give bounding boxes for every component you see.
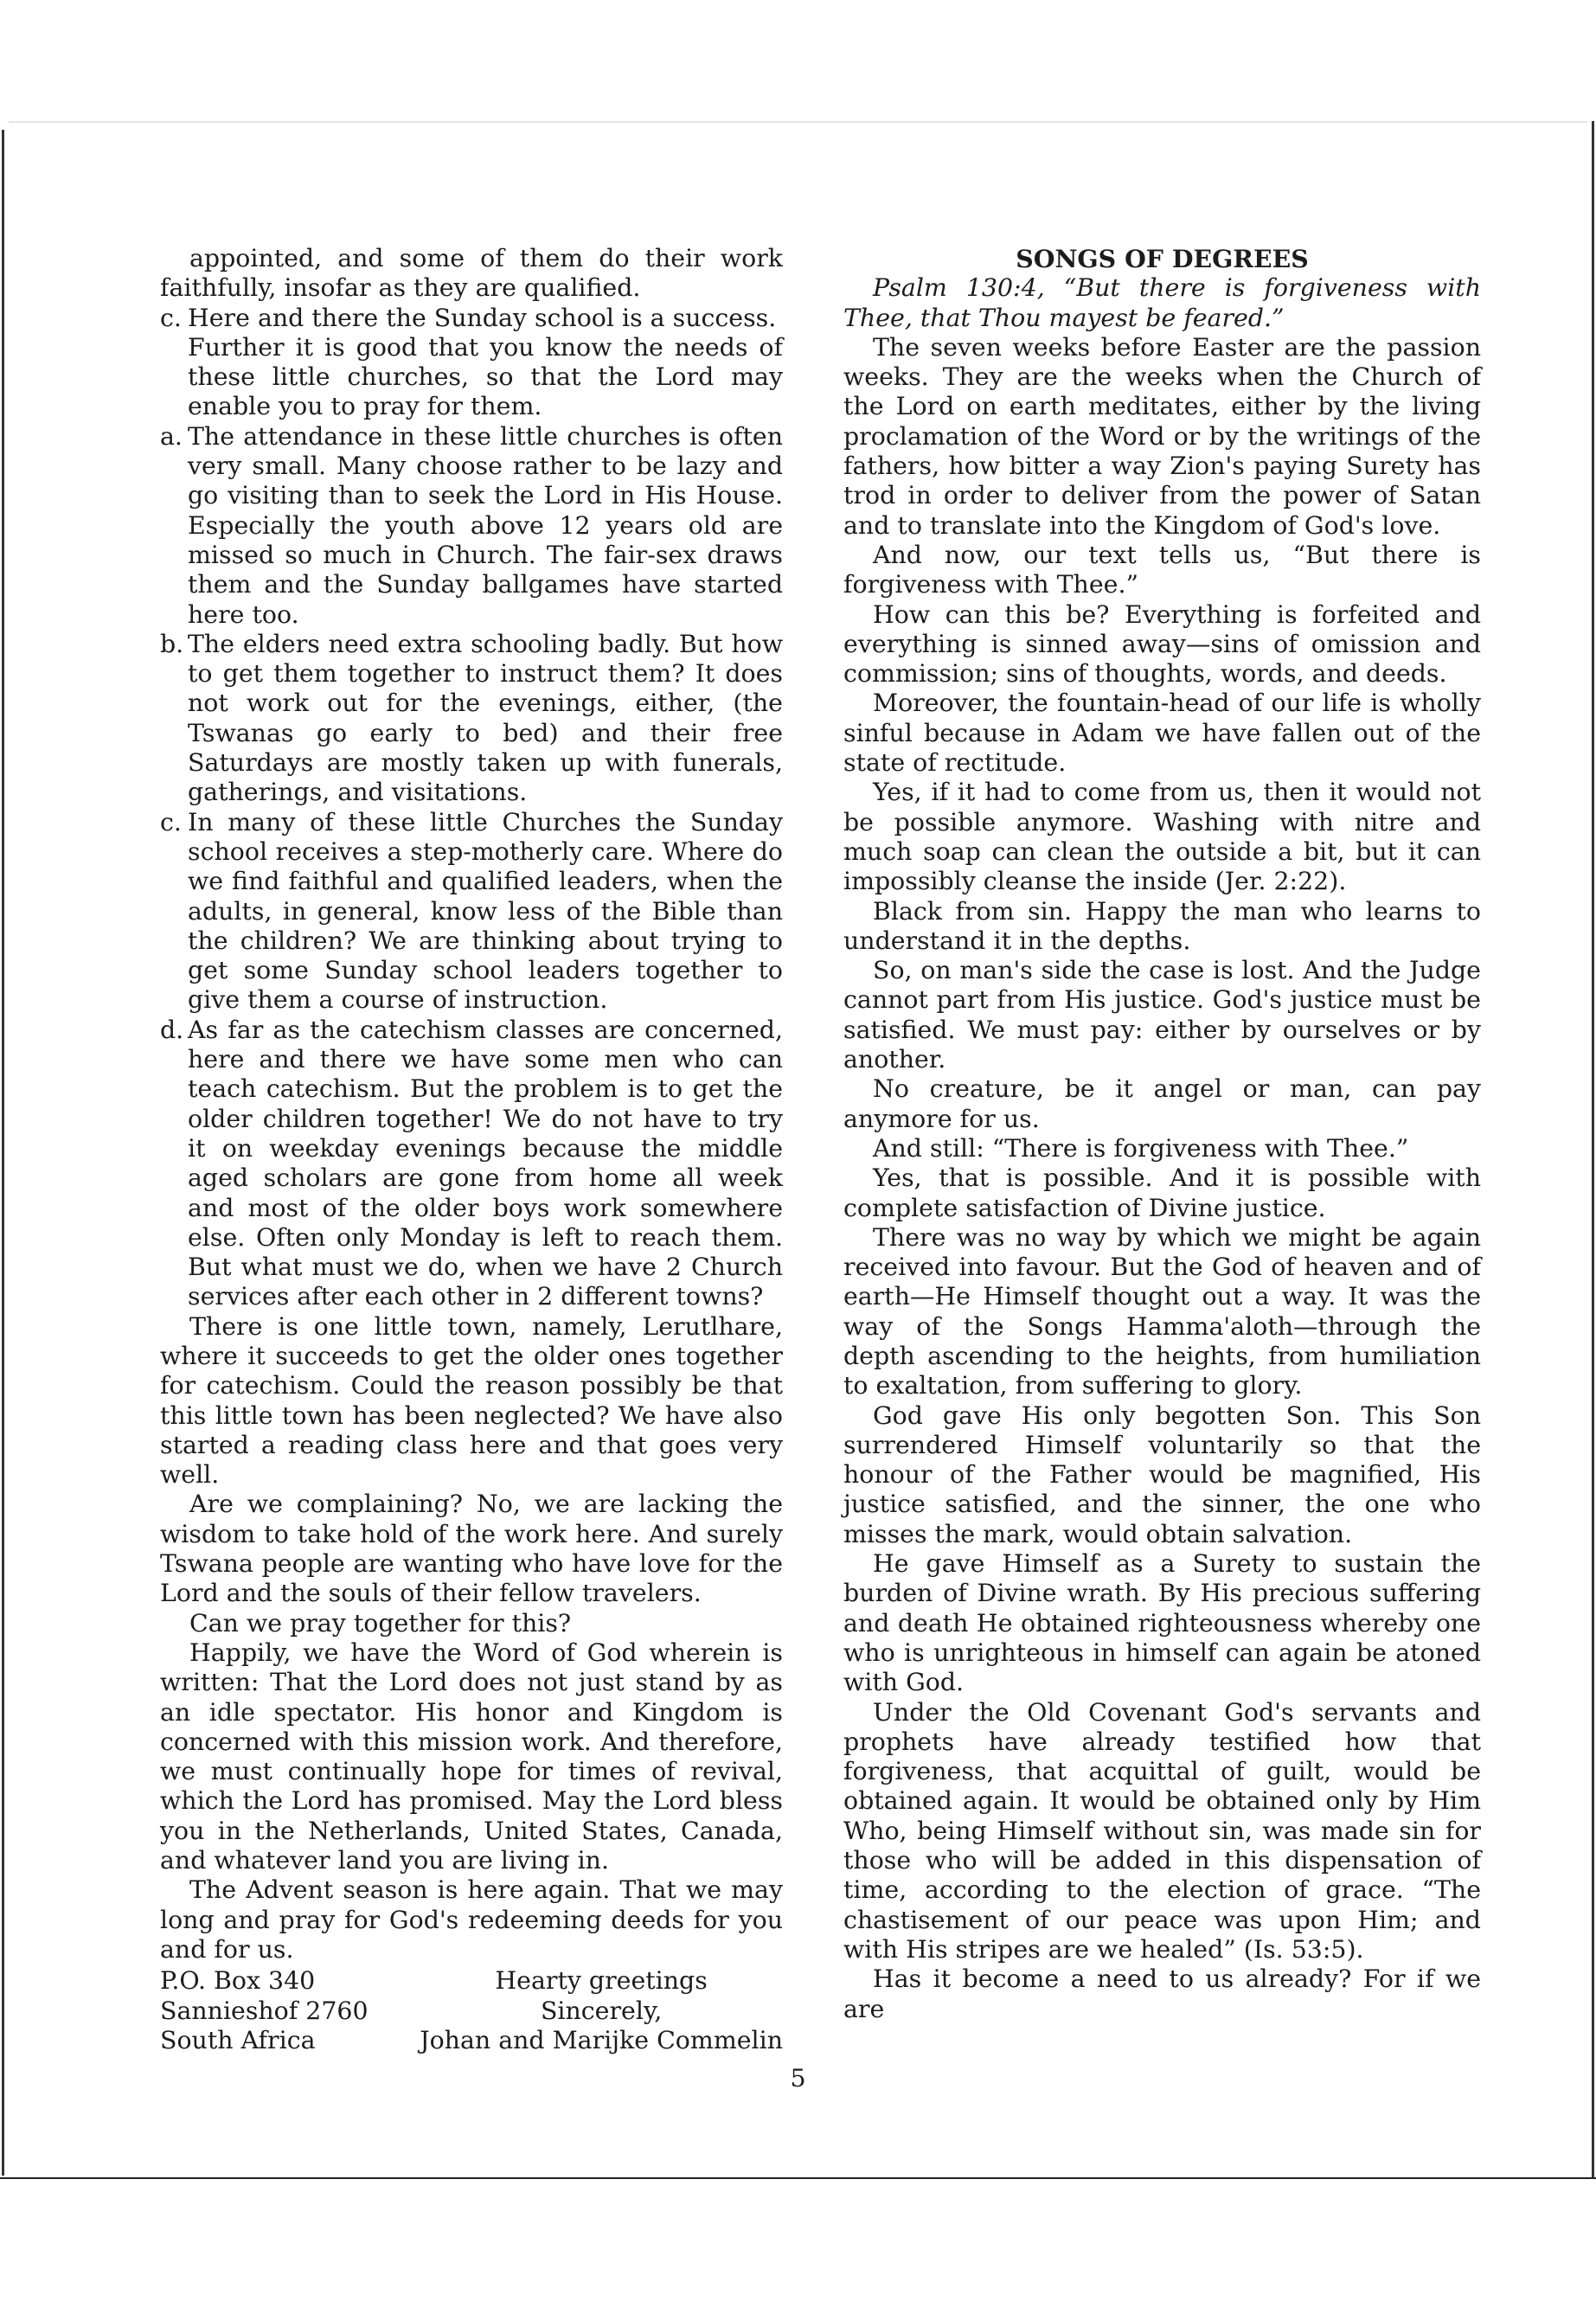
- list-item: [160, 808, 783, 1016]
- paragraph: And still: “There is forgiveness with Thee.”: [873, 1133, 1409, 1163]
- scan-margin-top: [0, 0, 1596, 123]
- list-item-label: c.: [160, 303, 182, 332]
- list-item-text: As far as the catechism classes are concerned, here and there we have some men who can teach catechism. But the problem is to get the older children together! We do not have to try it on weekday evenings because the middle aged scholars are gone from home all week and most of the older boys work somewhere else. Often only Monday is left to reach them. But what must we do, when we have 2 Church services after each other in 2 different towns?: [188, 1015, 783, 1311]
- list-item-text: The elders need extra schooling badly. But how to get them together to instruct them? It does not work out for the evenings, either, (the Tswanas go early to bed) and their free Saturdays are mostly taken up with funerals, gatherings, and visitations.: [188, 629, 783, 807]
- paragraph: Are we complaining? No, we are lacking the wisdom to take hold of the work here. And surely Tswana people are wanting who have love for the Lord and the souls of their fellow travelers.: [160, 1490, 783, 1608]
- list-item: [160, 1016, 783, 1312]
- list-item: [160, 422, 783, 630]
- paragraph: Black from sin. Happy the man who learns to understand it in the depths.: [843, 896, 1481, 955]
- address-line: P.O. Box 340: [160, 1966, 316, 1996]
- paragraph: No creature, be it angel or man, can pay anymore for us.: [843, 1074, 1481, 1133]
- signature-block: [160, 1966, 783, 2055]
- mailing-address: [160, 1966, 369, 2055]
- list-item-text: In many of these little Churches the Sunday school receives a step-motherly care. Where do we find faithful and qualified leaders, when the adults, in general, know less of the Bible than the children? We are thinking about trying to get some Sunday school leaders together to give them a course of instruction.: [188, 807, 783, 1015]
- right-column: [843, 244, 1481, 2024]
- paragraph: How can this be? Everything is forfeited and everything is sinned away—sins of omission and commission; sins of thoughts, words, and deeds.: [843, 599, 1481, 689]
- list-item-text: The attendance in these little churches is often very small. Many choose rather to be lazy and go visiting than to seek the Lord in His House. Especially the youth above 12 years old are missed so much in Church. The fair-sex draws them and the Sunday ballgames have started here too.: [188, 421, 783, 629]
- page-edge-top: [9, 121, 1587, 123]
- paragraph: There was no way by which we might be again received into favour. But the God of heaven and of earth—He Himself thought out a way. It was the way of the Songs Hamma'aloth—through the depth ascending to the heights, from humiliation to exaltation, from suffering to glory.: [843, 1222, 1481, 1400]
- address-line: Sannieshof 2760: [160, 1996, 369, 2025]
- paragraph: Moreover, the fountain-head of our life is wholly sinful because in Adam we have fallen out of the state of rectitude.: [843, 689, 1481, 778]
- paragraph: Under the Old Covenant God's servants and prophets have already testified how that forgiveness, that acquittal of guilt, would be obtained again. It would be obtained only by Him Who, being Himself without sin, was made sin for those who will be added in this dispensation of time, according to the election of grace. “The chastisement of our peace was upon Him; and with His stripes are we healed” (Is. 53:5).: [843, 1697, 1481, 1964]
- list-item-label: d.: [160, 1015, 184, 1044]
- closing-line: Sincerely,: [540, 1996, 663, 2025]
- paragraph: Happily, we have the Word of God wherein is written: That the Lord does not just stand by as an idle spectator. His honor and Kingdom is concerned with this mission work. And therefore, we must continually hope for times of revival, which the Lord has promised. May the Lord bless you in the Netherlands, United States, Canada, and whatever land you are living in.: [160, 1638, 783, 1875]
- address-line: South Africa: [160, 2025, 316, 2054]
- list-item-label: a.: [160, 421, 183, 451]
- signatory-names: Johan and Marijke Commelin: [420, 2025, 783, 2054]
- paragraph: The seven weeks before Easter are the passion weeks. They are the weeks when the Church of the Lord on earth meditates, either by the living proclamation of the Word or by the writings of the fathers, how bitter a way Zion's paying Surety has trod in order to deliver from the power of Satan and to translate into the Kingdom of God's love.: [843, 332, 1481, 540]
- paragraph: The Advent season is here again. That we may long and pray for God's redeeming deeds for you and for us.: [160, 1875, 783, 1964]
- paragraph: Further it is good that you know the needs of these little churches, so that the Lord may enable you to pray for them.: [188, 332, 783, 421]
- page-number: 5: [790, 2064, 806, 2093]
- left-column: [160, 244, 783, 2055]
- list-item-label: b.: [160, 629, 184, 658]
- scripture-epigraph: Psalm 130:4, “But there is forgiveness with Thee, that Thou mayest be feared.”: [843, 273, 1481, 332]
- paragraph: So, on man's side the case is lost. And the Judge cannot part from His justice. God's justice must be satisfied. We must pay: either by ourselves or by another.: [843, 956, 1481, 1074]
- paragraph: God gave His only begotten Son. This Son surrendered Himself voluntarily so that the honour of the Father would be magnified, His justice satisfied, and the sinner, the one who misses the mark, would obtain salvation.: [843, 1400, 1481, 1548]
- paragraph: He gave Himself as a Surety to sustain the burden of Divine wrath. By His precious suffering and death He obtained righteousness whereby one who is unrighteous in himself can again be atoned with God.: [843, 1549, 1481, 1697]
- scan-margin-bottom: [0, 2179, 1596, 2301]
- article-title: SONGS OF DEGREES: [1016, 244, 1309, 273]
- paragraph: Yes, if it had to come from us, then it would not be possible anymore. Washing with nitre and much soap can clean the outside a bit, but it can impossibly cleanse the inside (Jer. 2:22).: [843, 778, 1481, 896]
- paragraph: And now, our text tells us, “But there is forgiveness with Thee.”: [843, 540, 1481, 599]
- list-item: [160, 304, 783, 333]
- paragraph: Can we pray together for this?: [189, 1608, 572, 1638]
- list-item: [160, 630, 783, 808]
- closing-line: Hearty greetings: [495, 1966, 708, 1996]
- paragraph: Has it become a need to us already? For if we are: [843, 1965, 1481, 2023]
- list-item-label: c.: [160, 807, 182, 836]
- page-edge-right: [1592, 121, 1594, 2178]
- paragraph: There is one little town, namely, Lerutlhare, where it succeeds to get the older ones together for catechism. Could the reason possibly be that this little town has been neglected? We have also started a reading class here and that goes very well.: [160, 1311, 783, 1490]
- paragraph: appointed, and some of them do their work faithfully, insofar as they are qualified.: [160, 244, 783, 303]
- list-item-text: Here and there the Sunday school is a success.: [188, 303, 777, 332]
- page-edge-left: [2, 130, 4, 2176]
- paragraph: Yes, that is possible. And it is possible with complete satisfaction of Divine justice.: [843, 1163, 1481, 1222]
- closing: [420, 1966, 783, 2055]
